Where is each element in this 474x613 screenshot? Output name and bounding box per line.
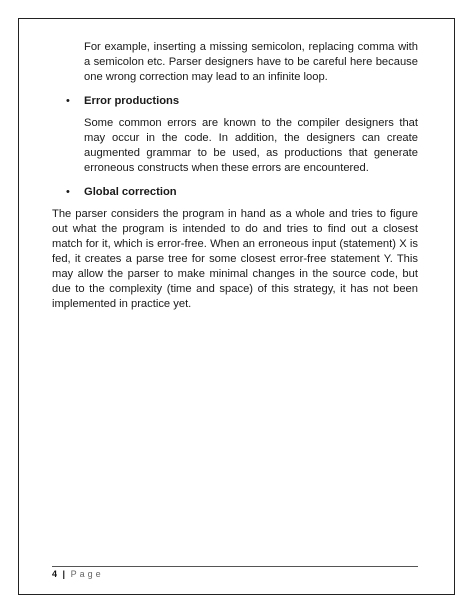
bullet-icon: • [66,186,70,198]
footer-divider [52,566,418,567]
bullet-icon: • [66,95,70,107]
bullet-global-correction [66,185,418,200]
global-correction-paragraph: The parser considers the program in hand as a whole and tries to figure out what the program is intended to do and tries to find out a closest match for it, which is error-free. When an erroneous input (statement) X is fed, it creates a parse tree for some closest error-free statement Y. This may allow the parser to make minimal changes in the source code, but due to the complexity (time and space) of this strategy, it has not been implemented in practice yet. [52,208,418,310]
bullet-error-productions [66,94,418,109]
global-correction-heading: Global correction [84,186,177,198]
page-label: Page [70,569,104,579]
page-number: 4 [52,569,58,579]
footer-separator: | [62,569,66,579]
page-content [52,40,418,312]
error-productions-paragraph: Some common errors are known to the compiler designers that may occur in the code. In addition, the designers can create augmented grammar to be used, as productions that generate erroneous constructs when these errors are encountered. [84,117,418,174]
error-productions-heading: Error productions [84,95,180,107]
page-footer [52,569,104,579]
intro-paragraph: For example, inserting a missing semicolon, replacing comma with a semicolon etc. Parser designers have to be careful here because one wrong correction may lead to an infinite loop. [84,41,418,83]
